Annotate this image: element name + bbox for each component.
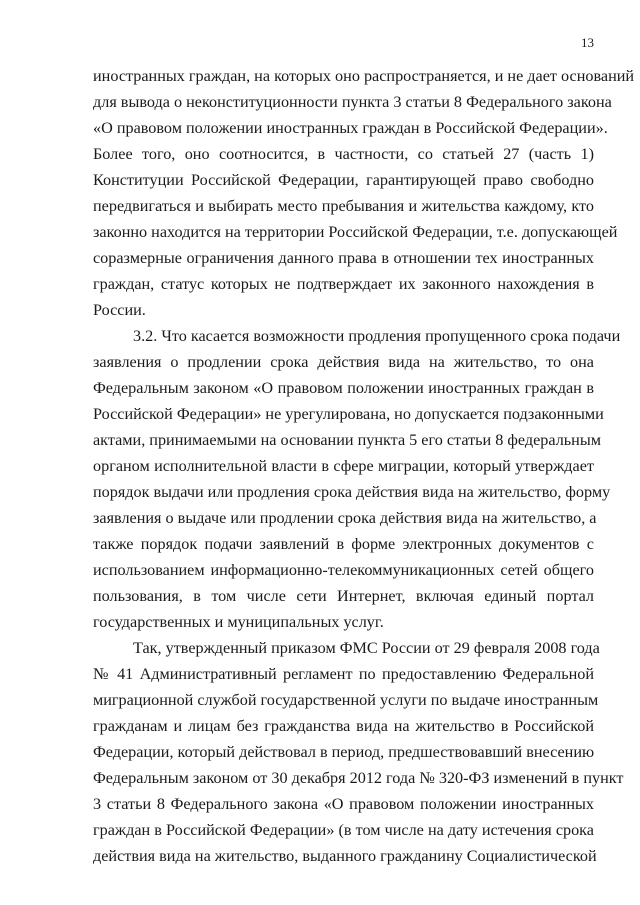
text-line: граждан в Российской Федерации» (в том числе на дату истечения срока	[93, 821, 594, 839]
text-line: также порядок подачи заявлений в форме электронных документов с	[93, 535, 594, 553]
text-line: России.	[93, 301, 146, 319]
text-line: актами, принимаемыми на основании пункта 5 его статьи 8 федеральным	[93, 431, 601, 449]
text-line: Конституции Российской Федерации, гарантирующей право свободно	[93, 171, 594, 189]
text-line: Российской Федерации» не урегулирована, но допускается подзаконными	[93, 405, 604, 423]
text-line: Федеральным законом «О правовом положении иностранных граждан в	[93, 379, 594, 397]
text-line: органом исполнительной власти в сфере миграции, который утверждает	[93, 457, 594, 475]
text-line: «О правовом положении иностранных граждан в Российской Федерации».	[93, 119, 608, 137]
text-line: действия вида на жительство, выданного гражданину Социалистической	[93, 847, 597, 865]
text-line: иностранных граждан, на которых оно распространяется, и не дает оснований	[93, 67, 635, 85]
text-line: миграционной службой государственной услуги по выдаче иностранным	[93, 691, 599, 709]
text-line: заявления о выдаче или продлении срока действия вида на жительство, а	[93, 509, 597, 527]
text-line: Так, утвержденный приказом ФМС России от 29 февраля 2008 года	[133, 639, 600, 657]
text-line: законно находится на территории Российской Федерации, т.е. допускающей	[93, 223, 618, 241]
text-line: Федерации, который действовал в период, предшествовавший внесению	[93, 743, 595, 761]
text-line: гражданам и лицам без гражданства вида на жительство в Российской	[93, 717, 594, 735]
text-line: Федеральным законом от 30 декабря 2012 года № 320-ФЗ изменений в пункт	[93, 769, 624, 787]
text-line: 3.2. Что касается возможности продления пропущенного срока подачи	[133, 327, 621, 345]
text-line: использованием информационно-телекоммуникационных сетей общего	[93, 561, 594, 579]
text-line: 3 статьи 8 Федерального закона «О правовом положении иностранных	[93, 795, 594, 813]
text-line: передвигаться и выбирать место пребывания и жительства каждому, кто	[93, 197, 594, 215]
text-line: заявления о продлении срока действия вида на жительство, то она	[93, 353, 594, 371]
text-line: граждан, статус которых не подтверждает их законного нахождения в	[93, 275, 594, 293]
page-number: 13	[581, 35, 594, 50]
text-line: пользования, в том числе сети Интернет, включая единый портал	[93, 587, 594, 605]
text-line: для вывода о неконституционности пункта 3 статьи 8 Федерального закона	[93, 93, 612, 111]
text-line: Более того, оно соотносится, в частности, со статьей 27 (часть 1)	[93, 145, 594, 163]
text-line: государственных и муниципальных услуг.	[93, 613, 384, 631]
text-line: порядок выдачи или продления срока действия вида на жительство, форму	[93, 483, 611, 501]
text-line: № 41 Административный регламент по предоставлению Федеральной	[93, 665, 594, 683]
text-line: соразмерные ограничения данного права в отношении тех иностранных	[93, 249, 594, 267]
